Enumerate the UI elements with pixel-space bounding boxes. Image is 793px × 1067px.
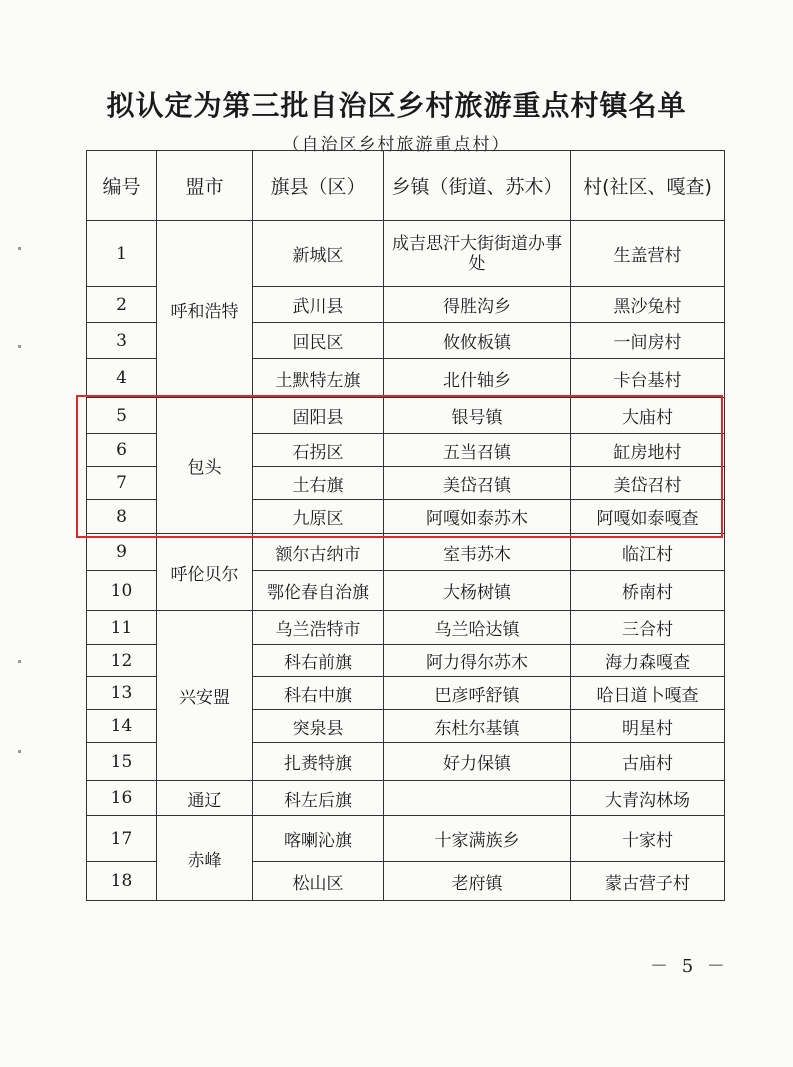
table-row: [87, 398, 725, 434]
village-cell: 桥南村: [571, 571, 725, 611]
township-cell: 银号镇: [384, 398, 571, 434]
row-number: 13: [87, 677, 157, 710]
table-row: [87, 534, 725, 571]
row-number: 6: [87, 434, 157, 467]
scan-mark: [18, 345, 21, 348]
table-row: [87, 781, 725, 816]
village-cell: 蒙古营子村: [571, 862, 725, 901]
village-cell: 海力森嘎查: [571, 645, 725, 677]
row-number: 12: [87, 645, 157, 677]
page-number: － 5 －: [650, 956, 729, 977]
scan-mark: [18, 750, 21, 753]
header-no: 编号: [87, 151, 157, 221]
banner-county-cell: 土右旗: [253, 467, 384, 500]
township-cell: [384, 781, 571, 816]
league-city-cell: 兴安盟: [157, 611, 253, 781]
row-number: 7: [87, 467, 157, 500]
table-body: [87, 221, 725, 901]
village-cell: 美岱召村: [571, 467, 725, 500]
village-cell: 大庙村: [571, 398, 725, 434]
row-number: 8: [87, 500, 157, 534]
banner-county-cell: 科右中旗: [253, 677, 384, 710]
township-cell: 阿力得尔苏木: [384, 645, 571, 677]
village-cell: 大青沟林场: [571, 781, 725, 816]
banner-county-cell: 回民区: [253, 323, 384, 359]
village-cell: 阿嘎如泰嘎查: [571, 500, 725, 534]
league-city-cell: 呼伦贝尔: [157, 534, 253, 611]
township-cell: 五当召镇: [384, 434, 571, 467]
village-cell: 十家村: [571, 816, 725, 862]
row-number: 11: [87, 611, 157, 645]
township-cell: 巴彦呼舒镇: [384, 677, 571, 710]
banner-county-cell: 土默特左旗: [253, 359, 384, 398]
banner-county-cell: 扎赉特旗: [253, 743, 384, 781]
village-cell: 缸房地村: [571, 434, 725, 467]
row-number: 16: [87, 781, 157, 816]
township-cell: 成吉思汗大街街道办事处: [384, 221, 571, 287]
village-cell: 明星村: [571, 710, 725, 743]
banner-county-cell: 固阳县: [253, 398, 384, 434]
township-cell: 美岱召镇: [384, 467, 571, 500]
banner-county-cell: 新城区: [253, 221, 384, 287]
township-cell: 阿嘎如泰苏木: [384, 500, 571, 534]
village-list-table: [86, 150, 725, 901]
banner-county-cell: 九原区: [253, 500, 384, 534]
header-village: 村(社区、嘎查): [571, 151, 725, 221]
table-header-row: [87, 151, 725, 221]
village-cell: 生盖营村: [571, 221, 725, 287]
table-row: [87, 816, 725, 862]
banner-county-cell: 鄂伦春自治旗: [253, 571, 384, 611]
banner-county-cell: 松山区: [253, 862, 384, 901]
banner-county-cell: 乌兰浩特市: [253, 611, 384, 645]
document-title: 拟认定为第三批自治区乡村旅游重点村镇名单: [106, 89, 687, 122]
village-cell: 临江村: [571, 534, 725, 571]
banner-county-cell: 喀喇沁旗: [253, 816, 384, 862]
village-cell: 一间房村: [571, 323, 725, 359]
village-cell: 三合村: [571, 611, 725, 645]
row-number: 5: [87, 398, 157, 434]
table-row: [87, 221, 725, 287]
township-cell: 好力保镇: [384, 743, 571, 781]
header-township: 乡镇（街道、苏木）: [384, 151, 571, 221]
township-cell: 室韦苏木: [384, 534, 571, 571]
row-number: 14: [87, 710, 157, 743]
village-cell: 古庙村: [571, 743, 725, 781]
township-cell: 东杜尔基镇: [384, 710, 571, 743]
township-cell: 北什轴乡: [384, 359, 571, 398]
league-city-cell: 呼和浩特: [157, 221, 253, 398]
row-number: 1: [87, 221, 157, 287]
table-row: [87, 611, 725, 645]
league-city-cell: 包头: [157, 398, 253, 534]
row-number: 10: [87, 571, 157, 611]
row-number: 18: [87, 862, 157, 901]
township-cell: 乌兰哈达镇: [384, 611, 571, 645]
village-cell: 卡台基村: [571, 359, 725, 398]
row-number: 17: [87, 816, 157, 862]
township-cell: 十家满族乡: [384, 816, 571, 862]
row-number: 15: [87, 743, 157, 781]
header-league-city: 盟市: [157, 151, 253, 221]
township-cell: 老府镇: [384, 862, 571, 901]
banner-county-cell: 额尔古纳市: [253, 534, 384, 571]
banner-county-cell: 科右前旗: [253, 645, 384, 677]
row-number: 9: [87, 534, 157, 571]
township-cell: 攸攸板镇: [384, 323, 571, 359]
village-cell: 黑沙兔村: [571, 287, 725, 323]
scan-mark: [18, 247, 21, 250]
league-city-cell: 通辽: [157, 781, 253, 816]
row-number: 4: [87, 359, 157, 398]
village-cell: 哈日道卜嘎查: [571, 677, 725, 710]
row-number: 2: [87, 287, 157, 323]
township-cell: 大杨树镇: [384, 571, 571, 611]
row-number: 3: [87, 323, 157, 359]
township-cell: 得胜沟乡: [384, 287, 571, 323]
header-banner-county: 旗县（区）: [253, 151, 384, 221]
league-city-cell: 赤峰: [157, 816, 253, 901]
banner-county-cell: 石拐区: [253, 434, 384, 467]
banner-county-cell: 武川县: [253, 287, 384, 323]
document-subtitle: （自治区乡村旅游重点村）: [282, 135, 511, 155]
scan-mark: [18, 660, 21, 663]
banner-county-cell: 突泉县: [253, 710, 384, 743]
banner-county-cell: 科左后旗: [253, 781, 384, 816]
